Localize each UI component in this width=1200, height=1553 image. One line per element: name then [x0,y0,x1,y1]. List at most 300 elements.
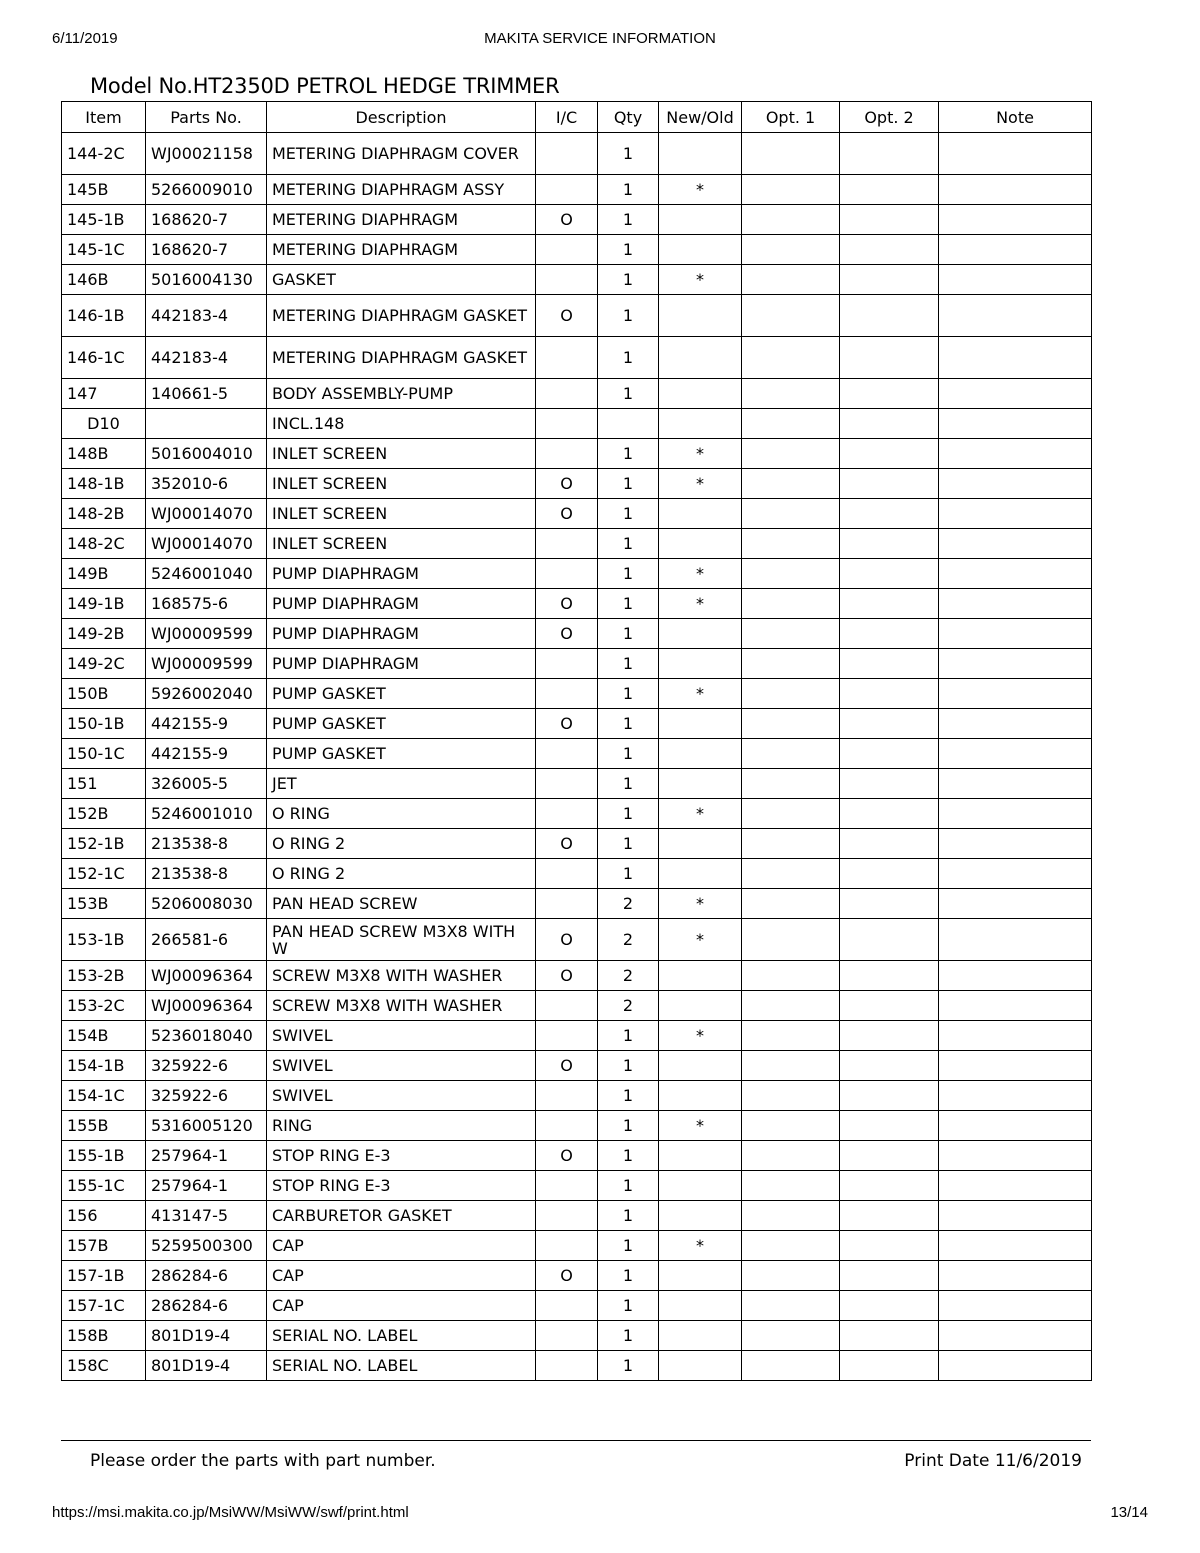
cell-note [939,559,1092,589]
cell-item: 151 [62,769,146,799]
table-row [62,859,1092,889]
cell-opt2 [840,709,939,739]
cell-qty: 1 [598,1111,659,1141]
cell-description: CAP [267,1231,536,1261]
cell-qty: 1 [598,379,659,409]
table-row [62,991,1092,1021]
cell-qty: 1 [598,619,659,649]
cell-note [939,265,1092,295]
cell-description: O RING 2 [267,859,536,889]
cell-ic: O [536,295,598,337]
cell-item: 149-2B [62,619,146,649]
cell-opt2 [840,1081,939,1111]
cell-note [939,1081,1092,1111]
cell-new-old [659,205,742,235]
cell-opt1 [742,649,840,679]
cell-note [939,295,1092,337]
cell-ic: O [536,709,598,739]
cell-ic [536,409,598,439]
cell-opt2 [840,529,939,559]
table-row [62,529,1092,559]
cell-note [939,679,1092,709]
cell-note [939,469,1092,499]
cell-description: PUMP GASKET [267,679,536,709]
cell-ic: O [536,469,598,499]
cell-opt2 [840,559,939,589]
cell-qty: 1 [598,649,659,679]
cell-ic [536,1111,598,1141]
cell-note [939,1231,1092,1261]
cell-item: 149B [62,559,146,589]
cell-parts-no: 5246001040 [146,559,267,589]
cell-description: STOP RING E-3 [267,1141,536,1171]
cell-opt2 [840,1321,939,1351]
table-row [62,1111,1092,1141]
cell-description: CAP [267,1261,536,1291]
cell-parts-no: 257964-1 [146,1141,267,1171]
cell-qty: 1 [598,205,659,235]
cell-note [939,1261,1092,1291]
table-row [62,739,1092,769]
cell-opt1 [742,1081,840,1111]
cell-parts-no: 442183-4 [146,337,267,379]
cell-ic [536,889,598,919]
table-row [62,1051,1092,1081]
cell-opt2 [840,589,939,619]
cell-new-old [659,1351,742,1381]
cell-opt1 [742,961,840,991]
cell-new-old [659,619,742,649]
table-row [62,235,1092,265]
cell-description: INCL.148 [267,409,536,439]
cell-opt1 [742,1321,840,1351]
cell-opt2 [840,1171,939,1201]
cell-qty: 2 [598,961,659,991]
cell-qty: 1 [598,265,659,295]
cell-opt2 [840,1231,939,1261]
cell-parts-no: 442155-9 [146,709,267,739]
print-title: MAKITA SERVICE INFORMATION [484,30,716,47]
cell-note [939,1141,1092,1171]
table-row [62,337,1092,379]
cell-opt1 [742,1051,840,1081]
cell-note [939,769,1092,799]
table-row [62,649,1092,679]
cell-new-old: * [659,889,742,919]
cell-description: JET [267,769,536,799]
cell-description: STOP RING E-3 [267,1171,536,1201]
cell-description: METERING DIAPHRAGM GASKET [267,337,536,379]
cell-item: 147 [62,379,146,409]
cell-ic [536,649,598,679]
table-row [62,889,1092,919]
cell-opt2 [840,235,939,265]
cell-parts-no: WJ00096364 [146,991,267,1021]
cell-opt1 [742,379,840,409]
cell-description: PUMP DIAPHRAGM [267,589,536,619]
cell-note [939,889,1092,919]
cell-parts-no: 286284-6 [146,1291,267,1321]
cell-note [939,529,1092,559]
cell-qty: 1 [598,175,659,205]
cell-parts-no: WJ00009599 [146,649,267,679]
cell-qty: 1 [598,1021,659,1051]
cell-note [939,919,1092,961]
cell-opt1 [742,265,840,295]
cell-ic: O [536,619,598,649]
cell-opt2 [840,739,939,769]
cell-new-old [659,769,742,799]
cell-parts-no: 213538-8 [146,859,267,889]
cell-qty: 1 [598,529,659,559]
cell-opt2 [840,991,939,1021]
cell-qty: 1 [598,1261,659,1291]
cell-note [939,859,1092,889]
cell-note [939,589,1092,619]
cell-item: 149-1B [62,589,146,619]
cell-item: 158C [62,1351,146,1381]
cell-ic: O [536,589,598,619]
cell-opt2 [840,1291,939,1321]
cell-ic: O [536,1141,598,1171]
cell-new-old [659,133,742,175]
cell-opt2 [840,859,939,889]
cell-parts-no: 140661-5 [146,379,267,409]
cell-item: 154B [62,1021,146,1051]
cell-opt1 [742,589,840,619]
cell-parts-no: 325922-6 [146,1081,267,1111]
cell-opt2 [840,619,939,649]
cell-qty: 1 [598,739,659,769]
cell-new-old [659,235,742,265]
cell-item: 153-2C [62,991,146,1021]
cell-opt2 [840,799,939,829]
cell-opt1 [742,799,840,829]
cell-qty: 1 [598,829,659,859]
table-row [62,1321,1092,1351]
cell-item: 157-1C [62,1291,146,1321]
cell-description: INLET SCREEN [267,529,536,559]
header-new-old: New/Old [659,102,742,133]
cell-description: SERIAL NO. LABEL [267,1321,536,1351]
cell-ic: O [536,829,598,859]
cell-parts-no: 266581-6 [146,919,267,961]
cell-new-old: * [659,1111,742,1141]
cell-note [939,961,1092,991]
cell-new-old [659,829,742,859]
cell-new-old [659,1141,742,1171]
cell-qty: 1 [598,799,659,829]
cell-ic [536,1321,598,1351]
table-row [62,1141,1092,1171]
cell-opt2 [840,829,939,859]
cell-note [939,1321,1092,1351]
cell-item: 155-1C [62,1171,146,1201]
cell-note [939,409,1092,439]
cell-parts-no: 213538-8 [146,829,267,859]
cell-ic [536,175,598,205]
cell-ic: O [536,205,598,235]
cell-note [939,799,1092,829]
cell-new-old [659,379,742,409]
table-row [62,379,1092,409]
cell-ic: O [536,499,598,529]
cell-note [939,379,1092,409]
cell-opt1 [742,1291,840,1321]
cell-note [939,1201,1092,1231]
table-row [62,205,1092,235]
cell-item: 152-1B [62,829,146,859]
cell-description: CAP [267,1291,536,1321]
cell-opt2 [840,769,939,799]
table-row [62,589,1092,619]
cell-opt1 [742,709,840,739]
cell-qty: 1 [598,1171,659,1201]
cell-opt2 [840,1111,939,1141]
parts-table [61,101,1092,1381]
cell-new-old: * [659,589,742,619]
cell-description: O RING 2 [267,829,536,859]
cell-parts-no: 257964-1 [146,1171,267,1201]
cell-qty: 1 [598,1201,659,1231]
cell-item: 145-1C [62,235,146,265]
cell-opt1 [742,1141,840,1171]
cell-item: 146B [62,265,146,295]
cell-note [939,133,1092,175]
cell-new-old: * [659,439,742,469]
cell-description: CARBURETOR GASKET [267,1201,536,1231]
cell-item: 146-1C [62,337,146,379]
cell-description: BODY ASSEMBLY-PUMP [267,379,536,409]
footer-divider [61,1440,1091,1441]
table-row [62,829,1092,859]
cell-qty: 1 [598,1351,659,1381]
table-row [62,559,1092,589]
cell-item: 153B [62,889,146,919]
cell-qty: 1 [598,769,659,799]
table-row [62,709,1092,739]
table-row [62,1231,1092,1261]
cell-note [939,1171,1092,1201]
cell-note [939,1351,1092,1381]
cell-opt2 [840,679,939,709]
cell-ic [536,133,598,175]
cell-parts-no: 5246001010 [146,799,267,829]
cell-opt2 [840,133,939,175]
cell-parts-no: WJ00009599 [146,619,267,649]
table-row [62,1021,1092,1051]
cell-parts-no: WJ00014070 [146,529,267,559]
header-parts-no: Parts No. [146,102,267,133]
cell-qty: 1 [598,1051,659,1081]
cell-new-old [659,337,742,379]
cell-item: 146-1B [62,295,146,337]
cell-parts-no: 168575-6 [146,589,267,619]
cell-opt2 [840,1051,939,1081]
cell-parts-no: 5016004010 [146,439,267,469]
cell-parts-no: 5236018040 [146,1021,267,1051]
table-row [62,175,1092,205]
cell-opt2 [840,1141,939,1171]
cell-new-old: * [659,919,742,961]
cell-new-old: * [659,799,742,829]
cell-opt2 [840,379,939,409]
cell-qty: 1 [598,559,659,589]
table-row [62,439,1092,469]
cell-new-old [659,499,742,529]
cell-item: 154-1C [62,1081,146,1111]
cell-ic [536,739,598,769]
cell-parts-no: 5316005120 [146,1111,267,1141]
order-note: Please order the parts with part number. [90,1451,436,1471]
cell-opt1 [742,295,840,337]
cell-opt2 [840,295,939,337]
table-row [62,1351,1092,1381]
cell-opt2 [840,499,939,529]
cell-description: INLET SCREEN [267,469,536,499]
cell-new-old [659,1171,742,1201]
cell-opt1 [742,1171,840,1201]
cell-note [939,439,1092,469]
table-row [62,619,1092,649]
cell-parts-no: WJ00096364 [146,961,267,991]
cell-ic [536,379,598,409]
cell-item: 152-1C [62,859,146,889]
cell-new-old: * [659,265,742,295]
cell-opt2 [840,1021,939,1051]
cell-opt2 [840,439,939,469]
cell-parts-no: WJ00021158 [146,133,267,175]
cell-note [939,205,1092,235]
cell-ic [536,991,598,1021]
cell-parts-no: 5016004130 [146,265,267,295]
cell-opt1 [742,1261,840,1291]
cell-note [939,991,1092,1021]
cell-qty: 1 [598,1291,659,1321]
table-row [62,961,1092,991]
parts-table-body [62,133,1092,1381]
table-row [62,1291,1092,1321]
cell-note [939,235,1092,265]
header-note: Note [939,102,1092,133]
cell-item: 148-2B [62,499,146,529]
cell-new-old: * [659,175,742,205]
table-row [62,1171,1092,1201]
cell-qty: 1 [598,1321,659,1351]
cell-description: METERING DIAPHRAGM COVER [267,133,536,175]
cell-note [939,649,1092,679]
cell-note [939,619,1092,649]
cell-parts-no: 5259500300 [146,1231,267,1261]
cell-opt1 [742,769,840,799]
cell-parts-no: 326005-5 [146,769,267,799]
cell-note [939,739,1092,769]
cell-item: 152B [62,799,146,829]
cell-ic [536,337,598,379]
cell-qty: 1 [598,469,659,499]
cell-description: SWIVEL [267,1081,536,1111]
cell-parts-no: WJ00014070 [146,499,267,529]
cell-item: 150B [62,679,146,709]
table-header-row [62,102,1092,133]
header-description: Description [267,102,536,133]
table-row [62,1201,1092,1231]
cell-note [939,1051,1092,1081]
cell-opt1 [742,1111,840,1141]
table-row [62,679,1092,709]
cell-description: SCREW M3X8 WITH WASHER [267,991,536,1021]
cell-opt1 [742,409,840,439]
cell-description: INLET SCREEN [267,499,536,529]
header-opt1: Opt. 1 [742,102,840,133]
cell-qty: 1 [598,1231,659,1261]
cell-new-old [659,1321,742,1351]
cell-opt2 [840,469,939,499]
cell-item: 154-1B [62,1051,146,1081]
table-row [62,265,1092,295]
cell-new-old: * [659,559,742,589]
cell-description: SERIAL NO. LABEL [267,1351,536,1381]
cell-new-old [659,529,742,559]
cell-item: 145-1B [62,205,146,235]
cell-qty: 1 [598,1081,659,1111]
cell-parts-no: 442155-9 [146,739,267,769]
cell-opt2 [840,1351,939,1381]
page-url: https://msi.makita.co.jp/MsiWW/MsiWW/swf/print.html [52,1504,409,1521]
cell-qty: 2 [598,889,659,919]
cell-ic [536,1201,598,1231]
cell-parts-no: 5926002040 [146,679,267,709]
table-row [62,1261,1092,1291]
cell-item: 144-2C [62,133,146,175]
cell-ic [536,235,598,265]
cell-opt1 [742,1231,840,1261]
cell-new-old: * [659,1231,742,1261]
table-row [62,409,1092,439]
cell-new-old [659,991,742,1021]
cell-ic [536,265,598,295]
cell-note [939,337,1092,379]
cell-qty: 2 [598,991,659,1021]
cell-ic: O [536,1261,598,1291]
cell-item: 148-2C [62,529,146,559]
cell-parts-no: 325922-6 [146,1051,267,1081]
cell-opt1 [742,235,840,265]
cell-new-old [659,859,742,889]
cell-parts-no: 352010-6 [146,469,267,499]
cell-opt1 [742,859,840,889]
cell-parts-no: 5206008030 [146,889,267,919]
cell-note [939,829,1092,859]
cell-opt2 [840,889,939,919]
cell-new-old [659,1261,742,1291]
cell-opt2 [840,649,939,679]
cell-new-old: * [659,469,742,499]
cell-opt1 [742,529,840,559]
cell-opt2 [840,961,939,991]
cell-ic [536,769,598,799]
print-date-footer: Print Date 11/6/2019 [904,1451,1082,1471]
cell-new-old [659,709,742,739]
cell-description: PUMP GASKET [267,739,536,769]
cell-qty: 2 [598,919,659,961]
cell-qty: 1 [598,709,659,739]
cell-opt1 [742,619,840,649]
cell-note [939,499,1092,529]
cell-ic [536,1291,598,1321]
cell-new-old [659,961,742,991]
cell-new-old [659,1051,742,1081]
